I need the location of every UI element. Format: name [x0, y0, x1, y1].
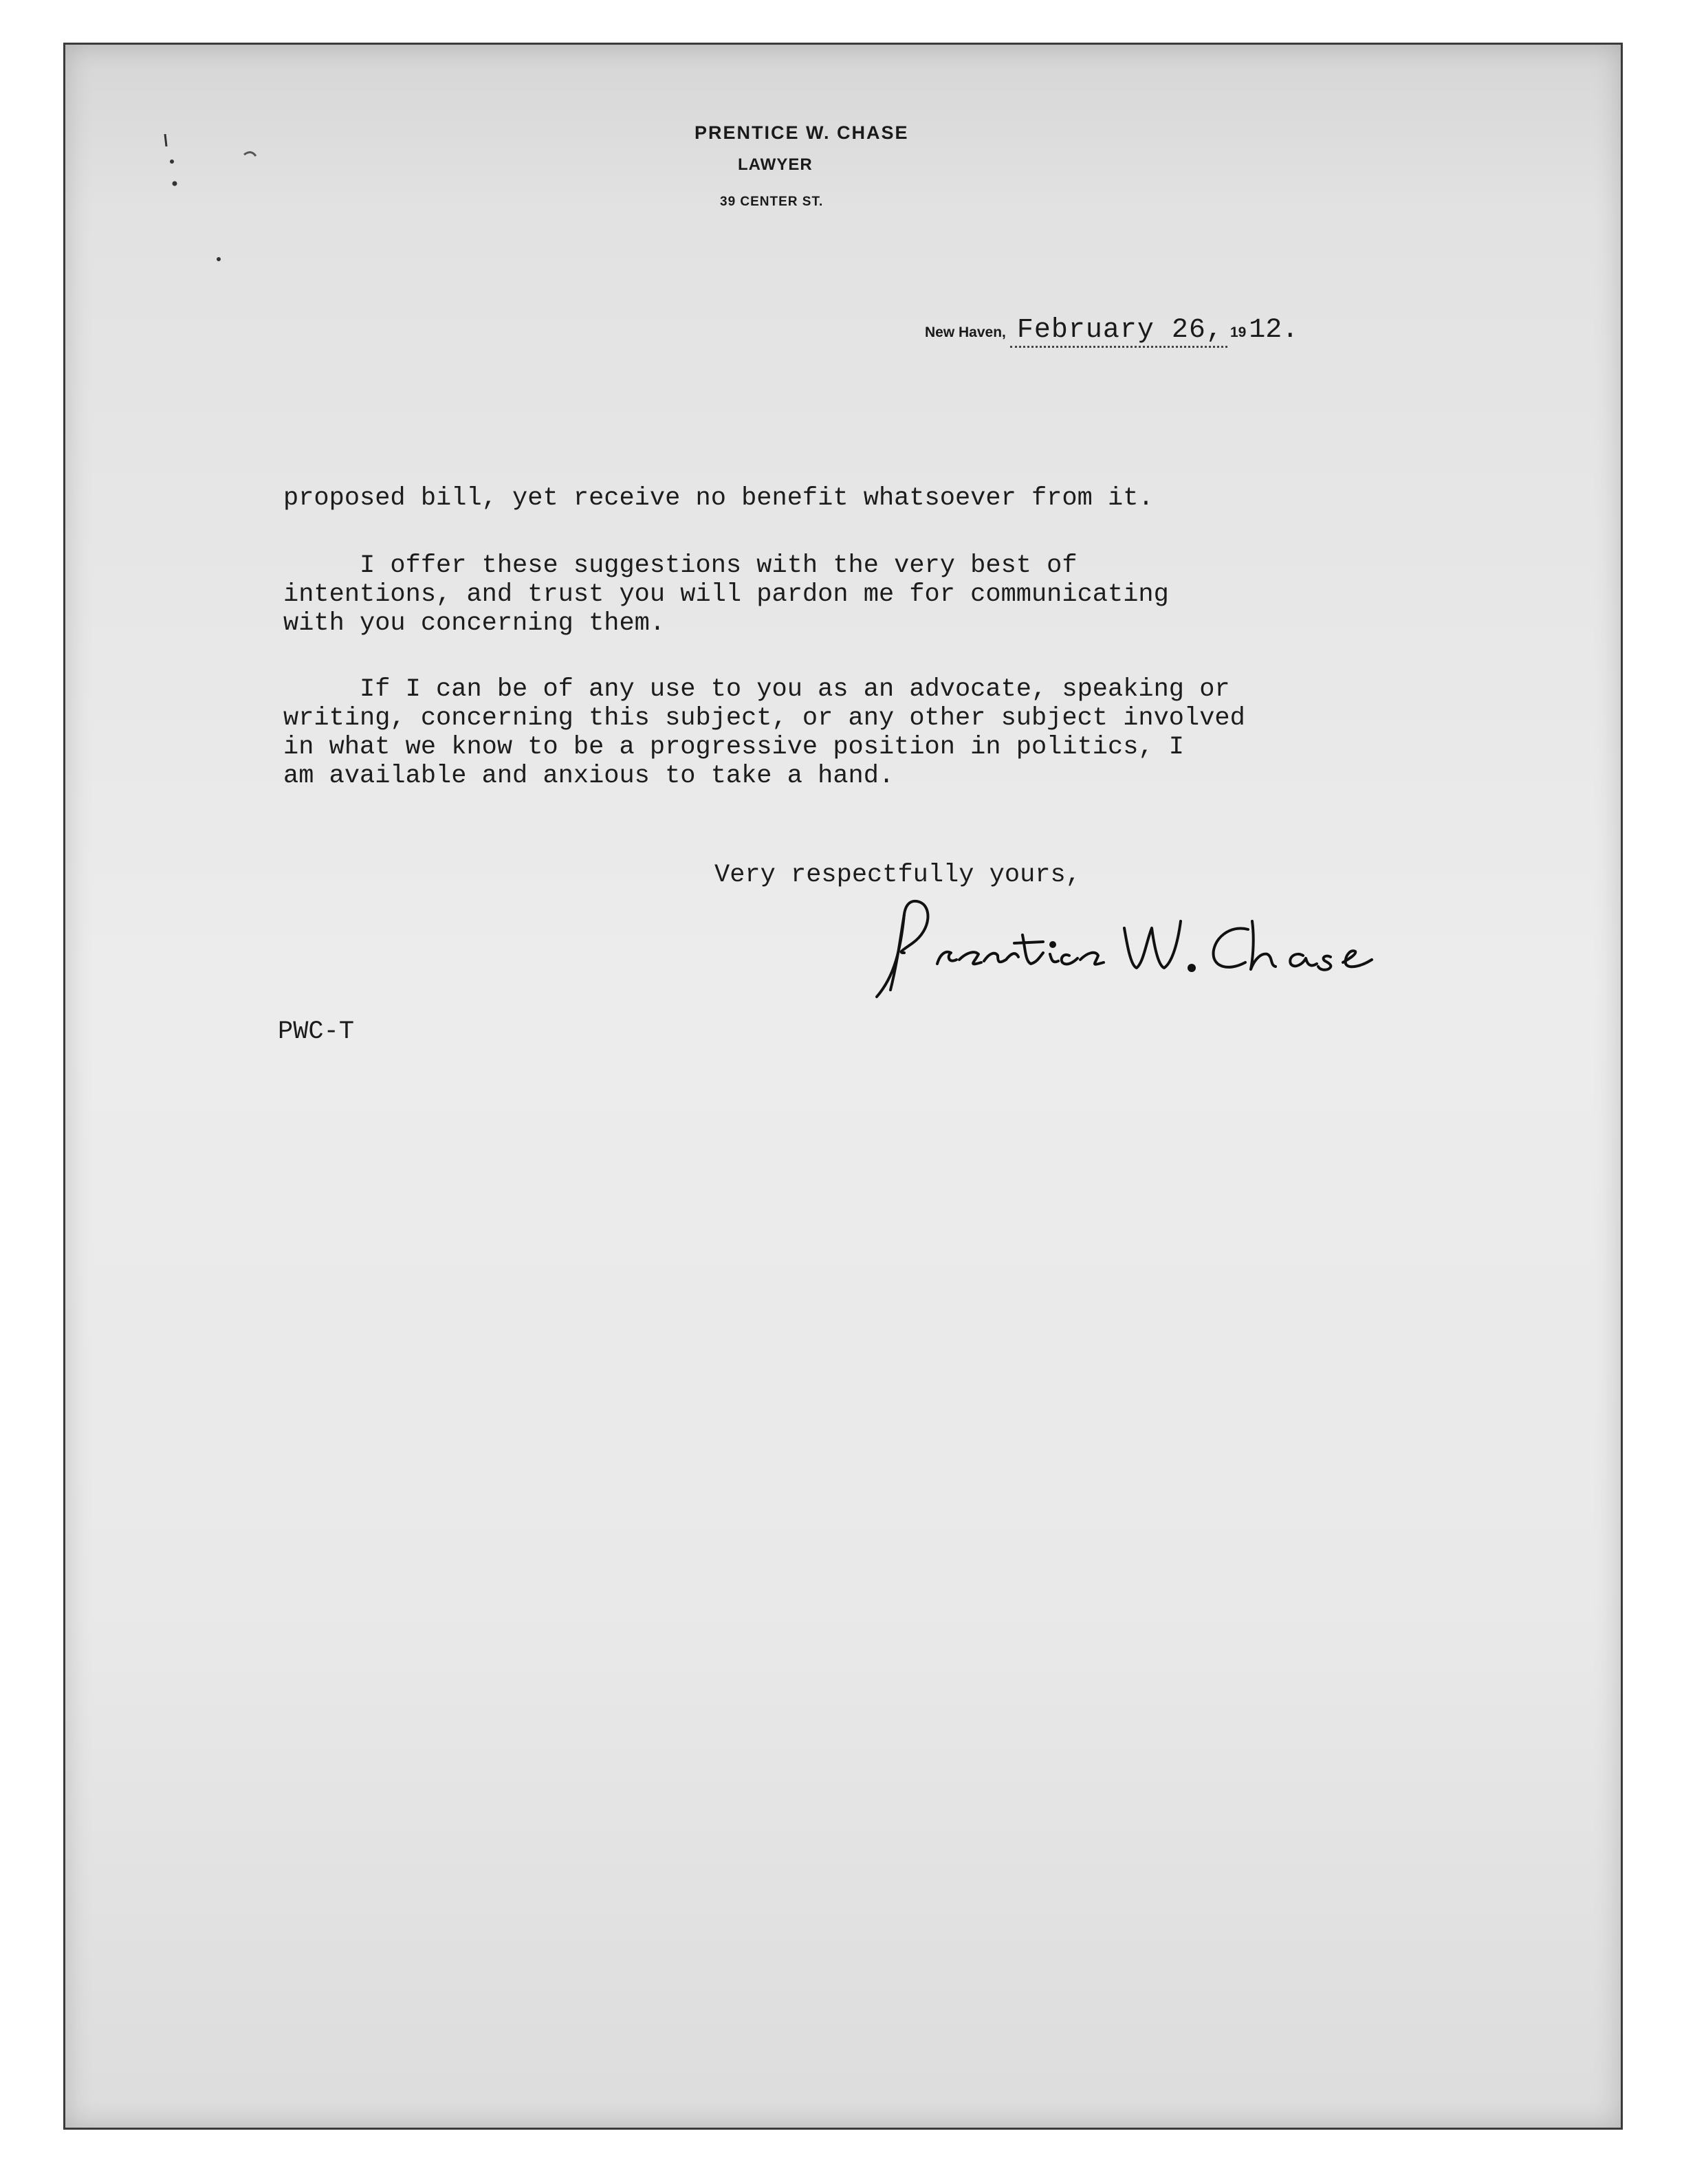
closing: Very respectfully yours, — [714, 861, 1081, 890]
handwritten-signature — [863, 887, 1399, 1011]
body-paragraph-1: proposed bill, yet receive no benefit whatsoever from it. — [283, 484, 1154, 513]
body-paragraph-3: If I can be of any use to you as an advocate, speaking or writing, concerning this subject, or any other subject involved in what we know to be a progressive position in politics, I am available and anxious to take a hand. — [283, 675, 1245, 791]
dateline-city: New Haven, — [925, 324, 1006, 340]
dateline-year: 12. — [1249, 315, 1299, 346]
dateline-month-day: February 26, — [1010, 315, 1227, 348]
margin-marks — [151, 134, 275, 272]
dateline — [925, 315, 1298, 348]
letterhead-title: LAWYER — [738, 155, 813, 174]
reference-initials: PWC-T — [278, 1017, 355, 1046]
letterhead-name: PRENTICE W. CHASE — [695, 122, 909, 143]
body-paragraph-2: I offer these suggestions with the very best of intentions, and trust you will pardon me for communicating with you concerning them. — [283, 551, 1169, 638]
letterhead-address: 39 CENTER ST. — [720, 195, 824, 209]
letter-sheet — [63, 43, 1623, 2130]
dateline-century: 19 — [1229, 324, 1247, 340]
